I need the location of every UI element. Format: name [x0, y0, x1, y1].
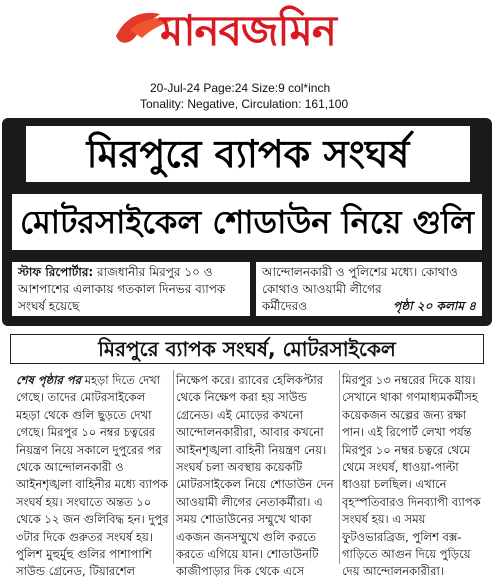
continued-from-label: শেষ পৃষ্ঠার পর — [16, 373, 81, 387]
column-divider — [173, 370, 174, 564]
article-text: মহড়া দিতে দেখা গেছে। তাদের মোটরসাইকেল মহড়া থেকে গুলি ছুড়তে দেখা গেছে। মিরপুর ১০ নম্বর চত্বরের নিয়ন্ত্রণ নিয়ে সকালে দুপুরের পর থেকে আন্দোলনকারী ও আইনশৃঙ্খলা বাহিনীর মধ্যে ব্যাপক সংঘর্ষ হয়। সংঘাতে অন্তত ১০ থেকে ১২ জন গুলিবিদ্ধ হন। দুপুর ৩টার দিকে গুরুতর সংঘর্ষ হয়। পুলিশ মুহুর্মুহু গুলির পাশাপাশি সাউন্ড গ্রেনেড, টিয়ারশেল — [16, 373, 169, 579]
newspaper-logo: মানবজমিন — [160, 6, 336, 55]
masthead — [0, 0, 494, 78]
article-column-1 — [16, 372, 172, 581]
lead-text-right-end: কর্মীদেরও — [262, 299, 308, 313]
lead-paragraph-left — [12, 262, 250, 316]
article-text: মিরপুর ১৩ নম্বরের দিকে যায়। সেখানে থাকা গণমাধ্যমকর্মীসহ কয়েকজন অল্পের জন্য রক্ষা পান। এই রিপোর্ট লেখা পর্যন্ত মিরপুর ১০ নম্বর চত্বরে থেমে থেমে সংঘর্ষ, ধাওয়া-পাল্টা ধাওয়া চলছিল। এখানে বৃহস্পতিবারও দিনব্যাপী ব্যাপক সংঘর্ষ হয়। এ সময় ফুটওভারব্রিজ, পুলিশ বক্স-গাড়িতে আগুন দিয়ে পুড়িয়ে দেয় আন্দোলনকারীরা। — [342, 373, 481, 579]
column-divider — [339, 370, 340, 564]
clipping-info: 20-Jul-24 Page:24 Size:9 col*inch — [150, 81, 331, 95]
article-column-2 — [176, 372, 338, 581]
lead-paragraph-right — [256, 262, 482, 316]
article-column-3 — [342, 372, 484, 581]
headline-main: মিরপুরে ব্যাপক সংঘর্ষ — [26, 126, 470, 182]
lead-text-left: রাজধানীর মিরপুর ১০ ও আশপাশের এলাকায় গতকাল দিনভর ব্যাপক সংঘর্ষ হয়েছে — [18, 265, 226, 313]
continuation-headline: মিরপুরে ব্যাপক সংঘর্ষ, মোটরসাইকেল — [10, 334, 484, 364]
headline-secondary: মোটরসাইকেল শোডাউন নিয়ে গুলি — [12, 194, 482, 250]
clipping-tonality: Tonality: Negative, Circulation: 161,100 — [140, 97, 349, 111]
reporter-label: স্টাফ রিপোর্টার: — [18, 265, 94, 279]
lead-text-right: আন্দোলনকারী ও পুলিশের মধ্যে। কোথাও কোথাও আওয়ামী লীগের — [262, 265, 458, 296]
continued-reference: পৃষ্ঠা ২০ কলাম ৪ — [393, 299, 476, 313]
article-text: নিক্ষেপ করে। র‍্যাবের হেলিকপ্টার থেকে নিক্ষেপ করা হয় সাউন্ড গ্রেনেড। এই মোড়ের কখনো আন্দোলনকারীরা, আবার কখনো আইনশৃঙ্খলা বাহিনী নিয়ন্ত্রণ নেয়। সংঘর্ষ চলা অবস্থায় কয়েকটি মোটরসাইকেল নিয়ে শোডাউন দেন আওয়ামী লীগের নেতাকর্মীরা। এ সময় শোডাউনের সম্মুখে থাকা একজন জনসম্মুখে গুলি করতে করতে এগিয়ে যান। শোডাউনটি কাজীপাড়ার দিক থেকে এসে — [176, 373, 334, 579]
